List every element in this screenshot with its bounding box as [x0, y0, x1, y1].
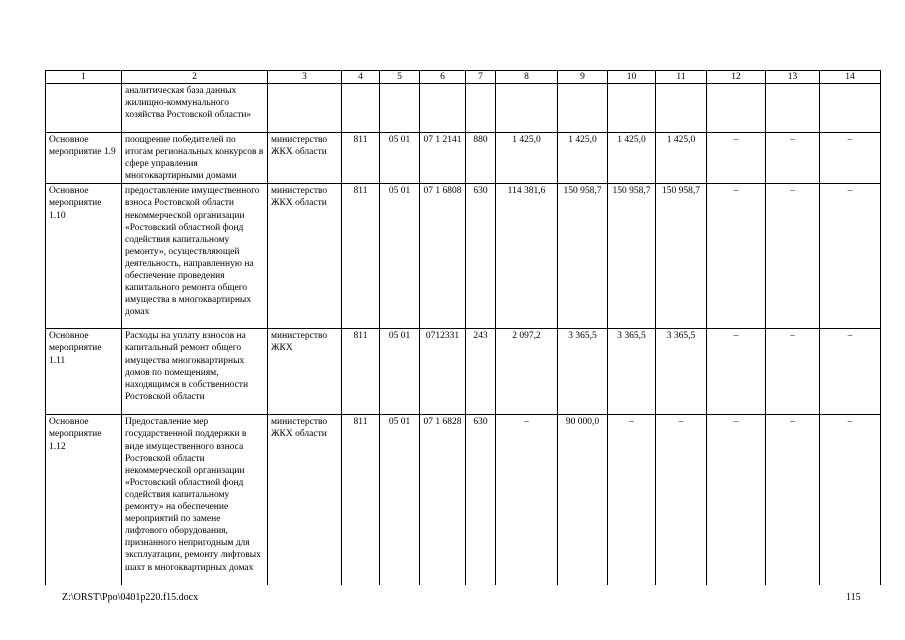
cell-name: Основное мероприятие 1.11 — [46, 329, 122, 415]
col-header: 2 — [122, 71, 268, 84]
cell-value: 150 958,7 — [656, 184, 707, 329]
cell-value: – — [707, 133, 766, 184]
cell-value: – — [766, 184, 820, 329]
table-row — [46, 329, 881, 415]
cell-name: Основное мероприятие 1.9 — [46, 133, 122, 184]
cell-vr: 880 — [466, 133, 496, 184]
col-header: 5 — [380, 71, 420, 84]
cell-description: Предоставление мер государственной поддержки в виде имущественного взноса Ростовской области некоммерческой организации «Ростовский областной фонд содействия капитальному ремонту» на обеспечение мероприятий по замене лифтового оборудования, признанного непригодным для эксплуатации, ремонту лифтовых шахт в многоквартирных домах — [122, 415, 268, 585]
cell-value: – — [656, 415, 707, 585]
cell-rzpr: 05 01 — [380, 329, 420, 415]
col-header: 4 — [342, 71, 380, 84]
col-header: 7 — [466, 71, 496, 84]
cell-vr — [466, 84, 496, 133]
cell-csr: 07 1 6828 — [420, 415, 466, 585]
cell-value: – — [766, 415, 820, 585]
col-header: 14 — [820, 71, 881, 84]
cell-value: 3 365,5 — [608, 329, 656, 415]
cell-rzpr: 05 01 — [380, 184, 420, 329]
cell-grbs: 811 — [342, 184, 380, 329]
cell-value: 1 425,0 — [656, 133, 707, 184]
table-row — [46, 133, 881, 184]
cell-value: – — [820, 133, 881, 184]
col-header: 10 — [608, 71, 656, 84]
cell-value: – — [820, 184, 881, 329]
cell-value — [707, 84, 766, 133]
cell-value: 150 958,7 — [558, 184, 608, 329]
cell-grbs: 811 — [342, 329, 380, 415]
page-number: 115 — [846, 592, 861, 603]
cell-executor: министерство ЖКХ области — [268, 415, 342, 585]
cell-name — [46, 84, 122, 133]
cell-vr: 630 — [466, 184, 496, 329]
cell-value — [608, 84, 656, 133]
cell-value: 90 000,0 — [558, 415, 608, 585]
cell-value — [766, 84, 820, 133]
cell-value — [656, 84, 707, 133]
cell-executor: министерство ЖКХ области — [268, 133, 342, 184]
cell-name: Основное мероприятие 1.10 — [46, 184, 122, 329]
col-header: 1 — [46, 71, 122, 84]
cell-vr: 243 — [466, 329, 496, 415]
footer-file-path: Z:\ORST\Ppo\0401p220.f15.docx — [62, 592, 199, 603]
cell-rzpr: 05 01 — [380, 415, 420, 585]
cell-csr: 07 1 6808 — [420, 184, 466, 329]
col-header: 9 — [558, 71, 608, 84]
cell-value: 2 097,2 — [496, 329, 558, 415]
table-row — [46, 184, 881, 329]
cell-value: – — [820, 329, 881, 415]
cell-value: 3 365,5 — [558, 329, 608, 415]
cell-value: – — [608, 415, 656, 585]
cell-value: – — [496, 415, 558, 585]
cell-vr: 630 — [466, 415, 496, 585]
cell-description: предоставление имущественного взноса Ростовской области некоммерческой организации «Ростовский областной фонд содействия капитальному ремонту», осуществляющей деятельность, направленную на обеспечение проведения капитального ремонта общего имущества в многоквартирных домах — [122, 184, 268, 329]
cell-executor: министерство ЖКХ — [268, 329, 342, 415]
cell-value: 114 381,6 — [496, 184, 558, 329]
cell-description: Расходы на уплату взносов на капитальный ремонт общего имущества многоквартирных домов по помещениям, находящимся в собственности Ростовской области — [122, 329, 268, 415]
cell-value: 1 425,0 — [558, 133, 608, 184]
cell-value — [496, 84, 558, 133]
cell-executor — [268, 84, 342, 133]
cell-name: Основное мероприятие 1.12 — [46, 415, 122, 585]
cell-rzpr: 05 01 — [380, 133, 420, 184]
col-header: 6 — [420, 71, 466, 84]
cell-value — [558, 84, 608, 133]
cell-csr — [420, 84, 466, 133]
cell-rzpr — [380, 84, 420, 133]
cell-grbs: 811 — [342, 415, 380, 585]
col-header: 8 — [496, 71, 558, 84]
program-table — [45, 70, 881, 585]
cell-value: 150 958,7 — [608, 184, 656, 329]
table-row — [46, 415, 881, 585]
cell-executor: министерство ЖКХ области — [268, 184, 342, 329]
cell-value: – — [766, 133, 820, 184]
cell-value: – — [766, 329, 820, 415]
cell-csr: 07 1 2141 — [420, 133, 466, 184]
col-header: 11 — [656, 71, 707, 84]
cell-grbs: 811 — [342, 133, 380, 184]
col-header: 3 — [268, 71, 342, 84]
cell-value: – — [820, 415, 881, 585]
cell-value: 3 365,5 — [656, 329, 707, 415]
cell-value — [820, 84, 881, 133]
cell-value: – — [707, 329, 766, 415]
header-row — [46, 71, 881, 84]
col-header: 13 — [766, 71, 820, 84]
cell-grbs — [342, 84, 380, 133]
cell-description: поощрение победителей по итогам региональных конкурсов в сфере управления многоквартирными домами — [122, 133, 268, 184]
cell-value: 1 425,0 — [608, 133, 656, 184]
cell-description: аналитическая база данных жилищно-коммунального хозяйства Ростовской области» — [122, 84, 268, 133]
cell-csr: 0712331 — [420, 329, 466, 415]
cell-value: 1 425,0 — [496, 133, 558, 184]
table-row — [46, 84, 881, 133]
cell-value: – — [707, 415, 766, 585]
cell-value: – — [707, 184, 766, 329]
col-header: 12 — [707, 71, 766, 84]
